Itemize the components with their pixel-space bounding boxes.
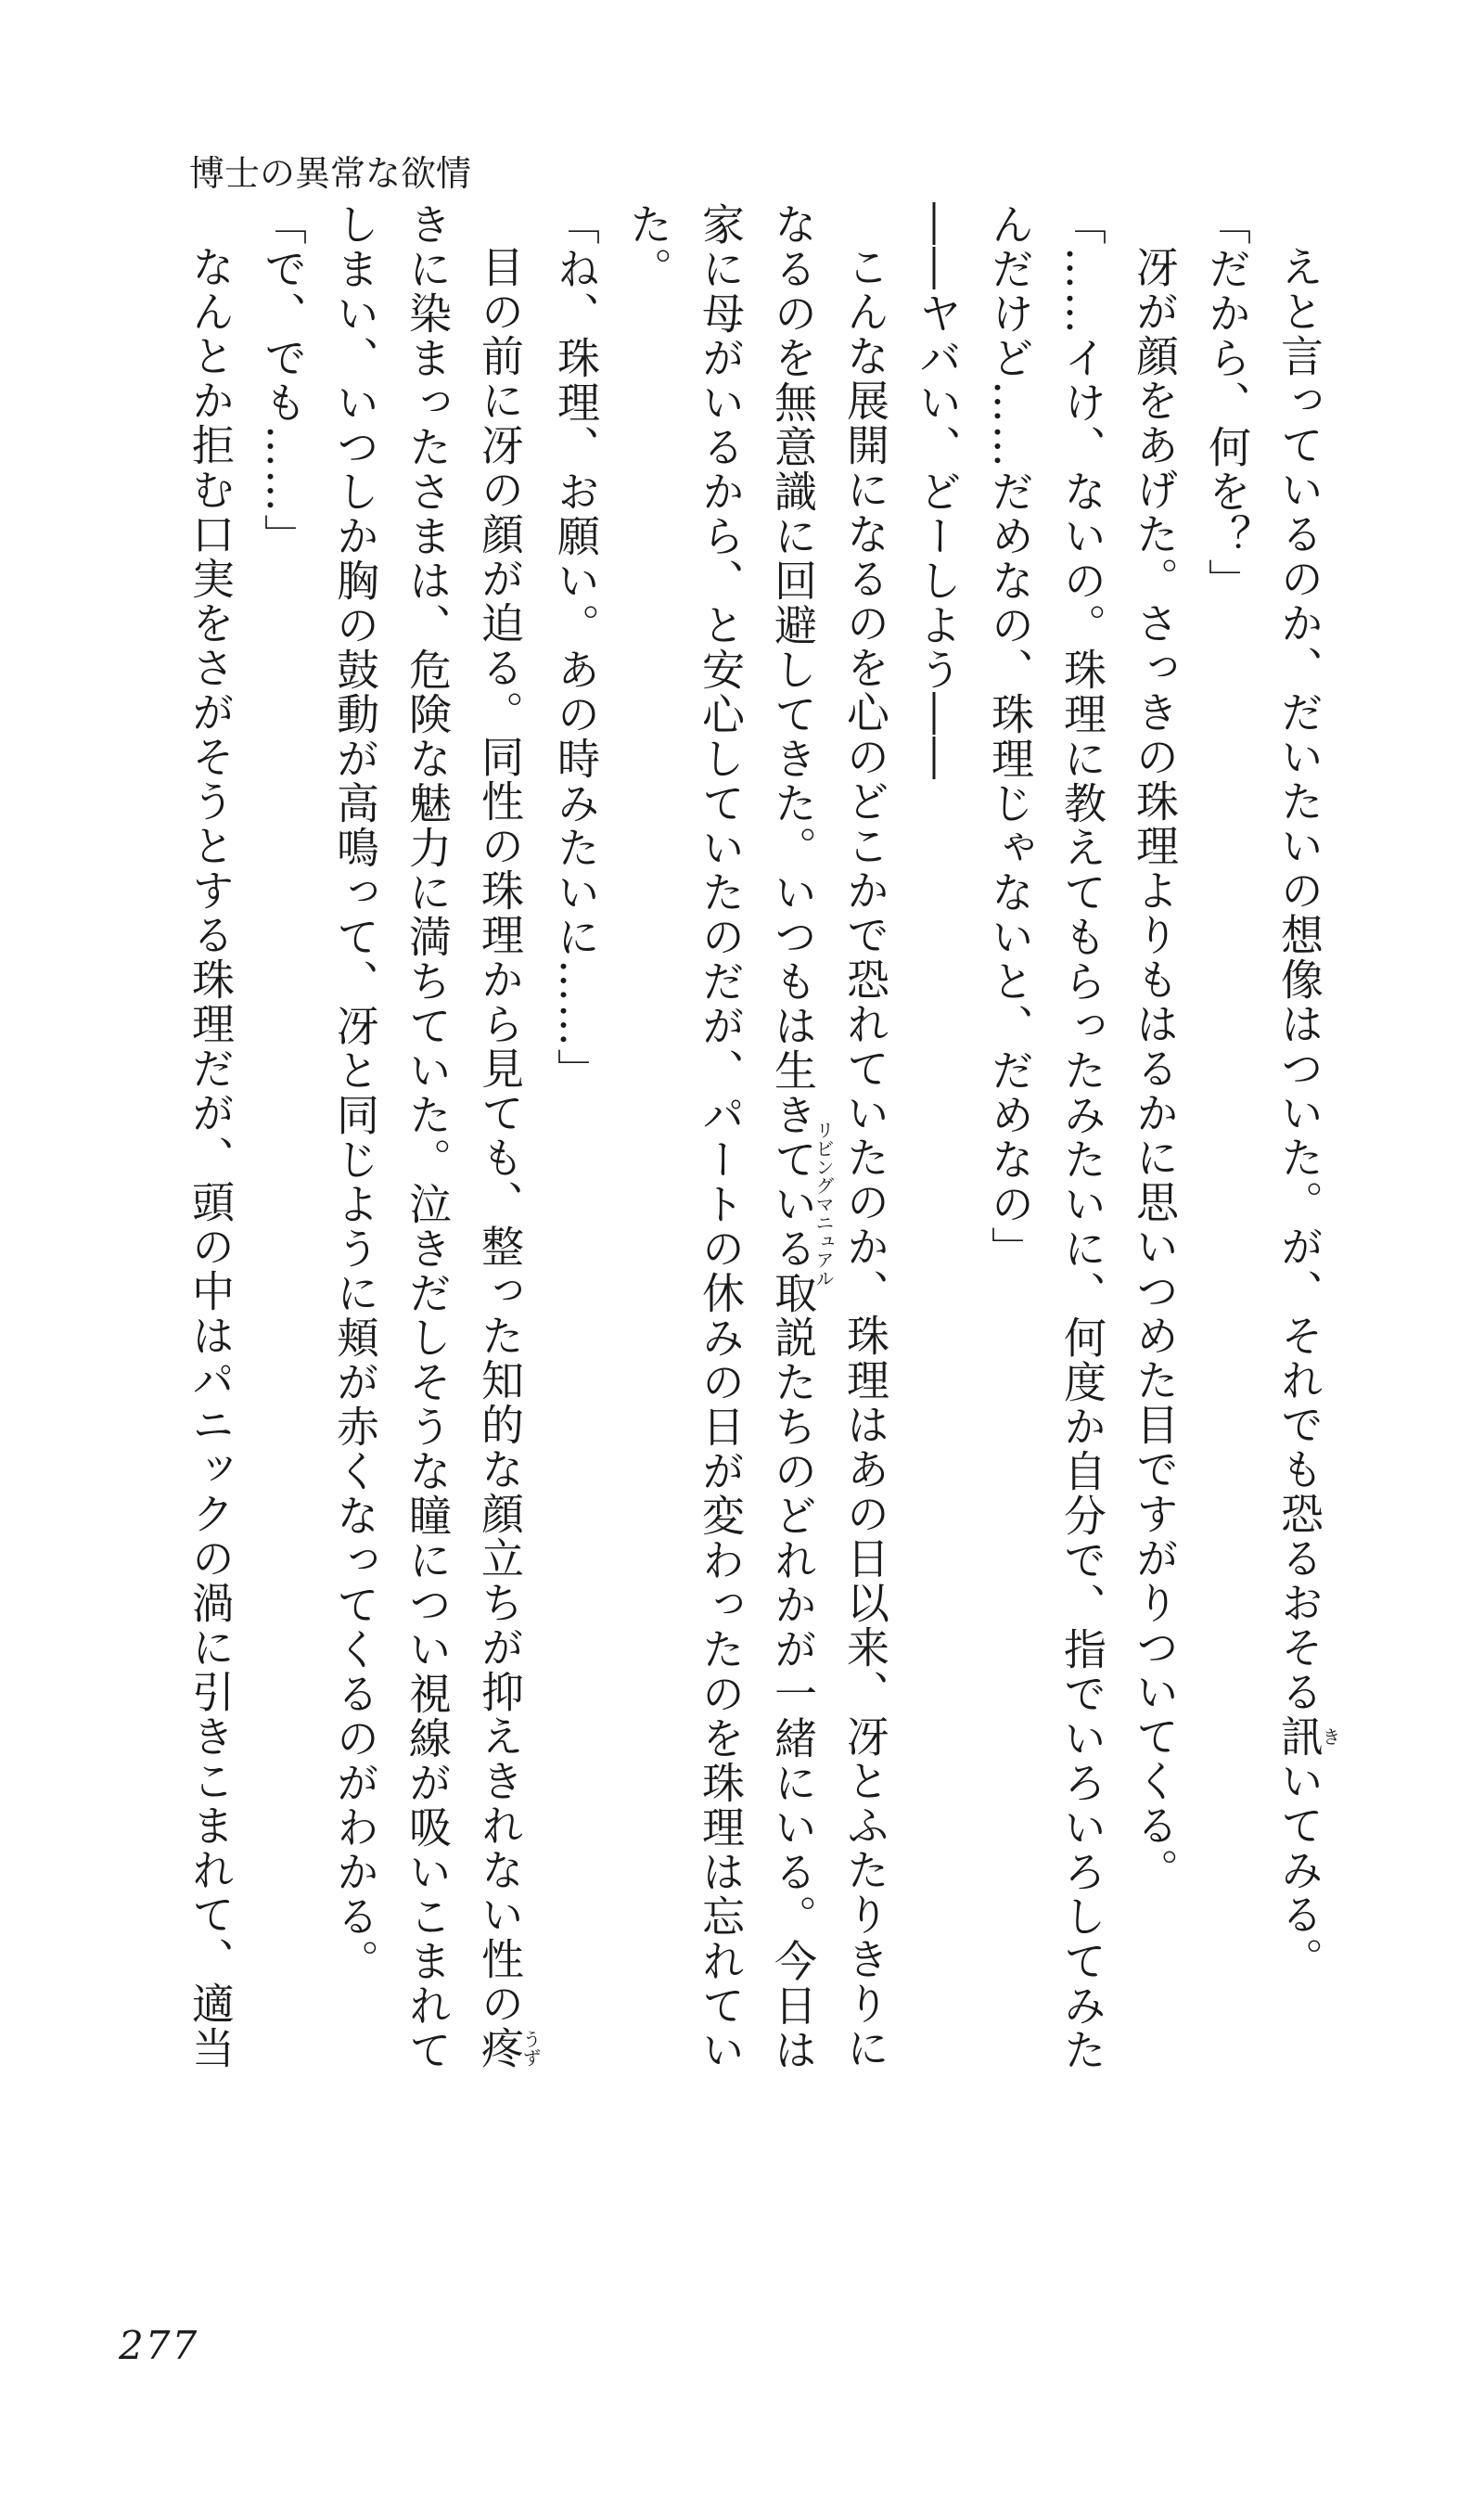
paragraph-dialogue: 「で、でも……」 [258,202,308,558]
paragraph-dialogue: 「……イけ、ないの。珠理に教えてもらったみたいに、何度か自分で、指でいろいろしてみたんだけど……だめなの、珠理じゃないと、だめなの」 [985,202,1107,2072]
paragraph-narrative: えと言っているのか、だいたいの想像はついた。が、それでも恐るおそる訊きいてみる。 [1274,245,1341,1981]
paragraph-narrative: 目の前に冴の顔が迫る。同性の珠理から見ても、整った知的な顔立ちが抑えきれない性の疼うずきに染まったさまは、危険な魅力に満ちていた。泣きだしそうな瞳につい視線が吸いこまれてしまい、いつしか胸の鼓動が高鳴って、冴と同じように頬が赤くなってくるのがわかる。 [330,202,542,2072]
paragraph-narrative: なんとか拒む口実をさがそうとする珠理だが、頭の中はパニックの渦に引きこまれて、適当 [186,245,236,2071]
paragraph-dialogue: 「ね、珠理、お願い。あの時みたいに……」 [551,202,601,1093]
ruby-annotation: 生きている取説リビングマニュアル [768,1048,835,1360]
ruby-annotation: 疼うず [475,2026,542,2071]
paragraph-thought: ――ヤバい、どーしよう―― [913,202,963,781]
paragraph-narrative: 冴が顔をあげた。さっきの珠理よりもはるかに思いつめた目ですがりついてくる。 [1130,245,1180,1892]
ruby-annotation: 訊き [1274,1714,1341,1759]
paragraph-narrative: こんな展開になるのを心のどこかで恐れていたのか、珠理はあの日以来、冴とふたりきりになるのを無意識に回避してきた。いつもは生きている取説リビングマニュアルたちのどれかが一緒にいる。今日は家に母がいるから、と安心していたのだが、パートの休みの日が変わったのを珠理は忘れていた。 [623,202,890,2072]
running-head: 博士の異常な欲情 [189,153,472,194]
page-number: 277 [119,2323,199,2368]
paragraph-dialogue: 「だから、何を？」 [1202,202,1252,603]
body-text [182,202,1339,2085]
